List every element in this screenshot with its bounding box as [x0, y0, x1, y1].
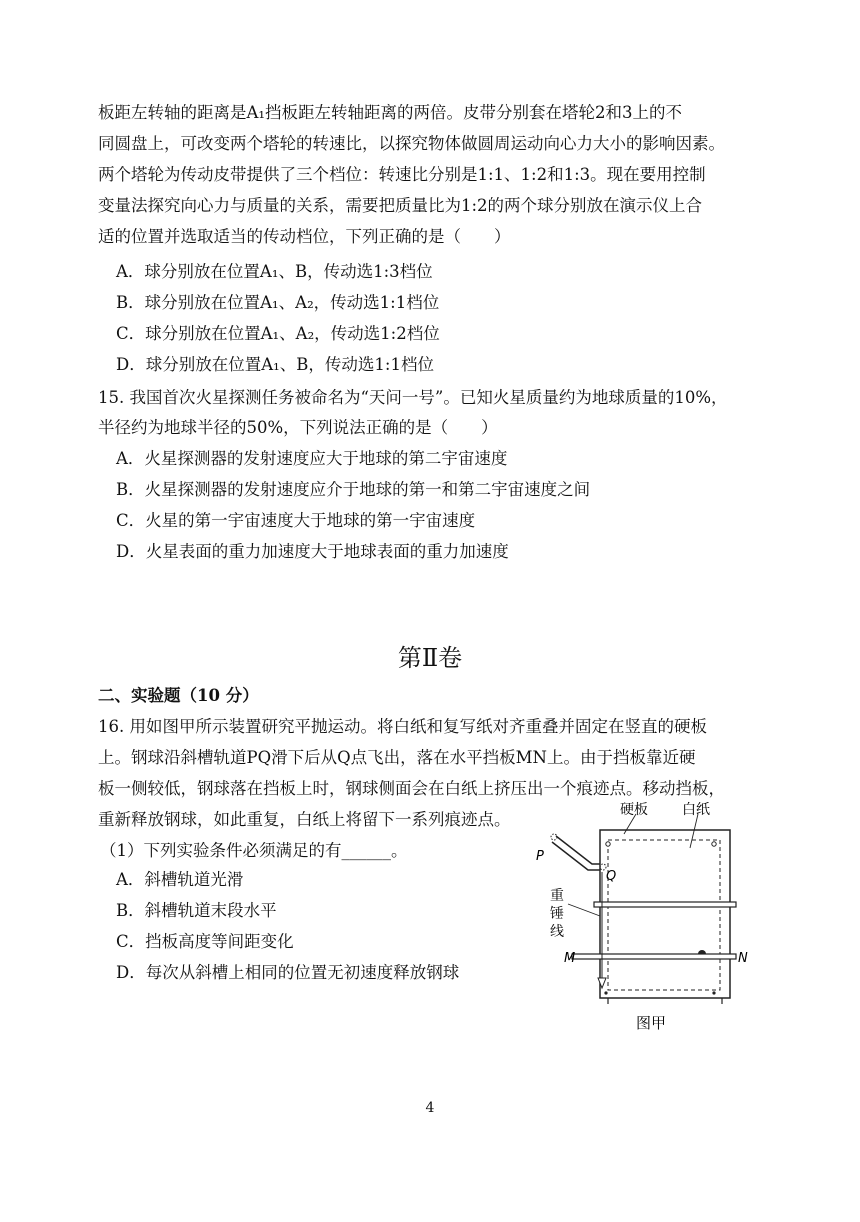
q16-option-b: B．斜槽轨道末段水平	[116, 901, 277, 920]
baffle-mn	[572, 954, 736, 959]
q16-option-a: A．斜槽轨道光滑	[116, 870, 244, 889]
q14-line-3: 两个塔轮为传动皮带提供了三个档位：转速比分别是1:1、1:2和1:3。现在要用控制	[98, 165, 706, 184]
label-m: M	[564, 951, 576, 966]
q15-line-2: 半径约为地球半径的50%，下列说法正确的是（ ）	[98, 418, 498, 437]
q14-option-b: B．球分别放在位置A₁、A₂，传动选1:1档位	[116, 293, 440, 312]
q15-option-b: B．火星探测器的发射速度应介于地球的第一和第二宇宙速度之间	[116, 480, 591, 499]
q14-option-a: A．球分别放在位置A₁、B，传动选1:3档位	[116, 262, 433, 281]
pin-top-right	[712, 842, 716, 846]
label-plumb-1: 重	[550, 888, 564, 904]
label-p: P	[536, 849, 544, 864]
white-paper	[608, 840, 720, 990]
q16-option-c: C．挡板高度等间距变化	[116, 932, 294, 951]
q14-line-2: 同圆盘上，可改变两个塔轮的转速比，以探究物体做圆周运动向心力大小的影响因素。	[98, 134, 725, 153]
ball-on-baffle	[698, 950, 706, 954]
q16-line-3: 板一侧较低，钢球落在挡板上时，钢球侧面会在白纸上挤压出一个痕迹点。移动挡板，	[98, 779, 725, 798]
section-title: 第Ⅱ卷	[397, 644, 463, 672]
label-plumb-3: 线	[550, 924, 564, 940]
middle-clamp	[594, 902, 736, 907]
q16-line-4: 重新释放钢球，如此重复，白纸上将留下一系列痕迹点。	[98, 810, 511, 829]
figure-caption: 图甲	[636, 1014, 667, 1032]
label-white-paper: 白纸	[682, 802, 710, 818]
q16-line-2: 上。钢球沿斜槽轨道PQ滑下后从Q点飞出，落在水平挡板MN上。由于挡板靠近硬	[98, 748, 696, 767]
q16-option-d: D．每次从斜槽上相同的位置无初速度释放钢球	[116, 963, 460, 982]
q15-option-d: D．火星表面的重力加速度大于地球表面的重力加速度	[116, 542, 509, 561]
chute-pq	[552, 836, 600, 870]
label-q: Q	[606, 869, 617, 884]
q14-option-d: D．球分别放在位置A₁、B，传动选1:1档位	[116, 355, 434, 374]
paper-leader	[690, 814, 698, 848]
plumb-bob	[598, 978, 606, 988]
q14-option-c: C．球分别放在位置A₁、A₂，传动选1:2档位	[116, 324, 440, 343]
q14-line-5: 适的位置并选取适当的传动档位，下列正确的是（ ）	[98, 227, 511, 246]
q15-option-a: A．火星探测器的发射速度应大于地球的第二宇宙速度	[116, 449, 508, 468]
q14-line-4: 变量法探究向心力与质量的关系，需要把质量比为1:2的两个球分别放在演示仪上合	[98, 196, 703, 215]
pin-bottom-right	[712, 991, 715, 994]
apparatus-figure	[528, 796, 760, 1036]
hard-board	[600, 830, 730, 998]
label-n: N	[738, 951, 748, 966]
label-plumb-2: 锤	[550, 906, 564, 922]
label-hard-board: 硬板	[620, 802, 648, 818]
page-number: 4	[425, 1100, 435, 1116]
q16-line-1: 16. 用如图甲所示装置研究平抛运动。将白纸和复写纸对齐重叠并固定在竖直的硬板	[98, 717, 707, 736]
q15-line-1: 15. 我国首次火星探测任务被命名为“天问一号”。已知火星质量约为地球质量的10%，	[98, 388, 728, 407]
pin-bottom-left	[604, 991, 607, 994]
pin-top-left	[606, 842, 610, 846]
q15-option-c: C．火星的第一宇宙速度大于地球的第一宇宙速度	[116, 511, 476, 530]
q16-sub-question-1: （1）下列实验条件必须满足的有______。	[100, 841, 408, 860]
q14-line-1: 板距左转轴的距离是A₁挡板距左转轴距离的两倍。皮带分别套在塔轮2和3上的不	[98, 103, 683, 122]
section-heading: 二、实验题（10 分）	[98, 686, 259, 705]
